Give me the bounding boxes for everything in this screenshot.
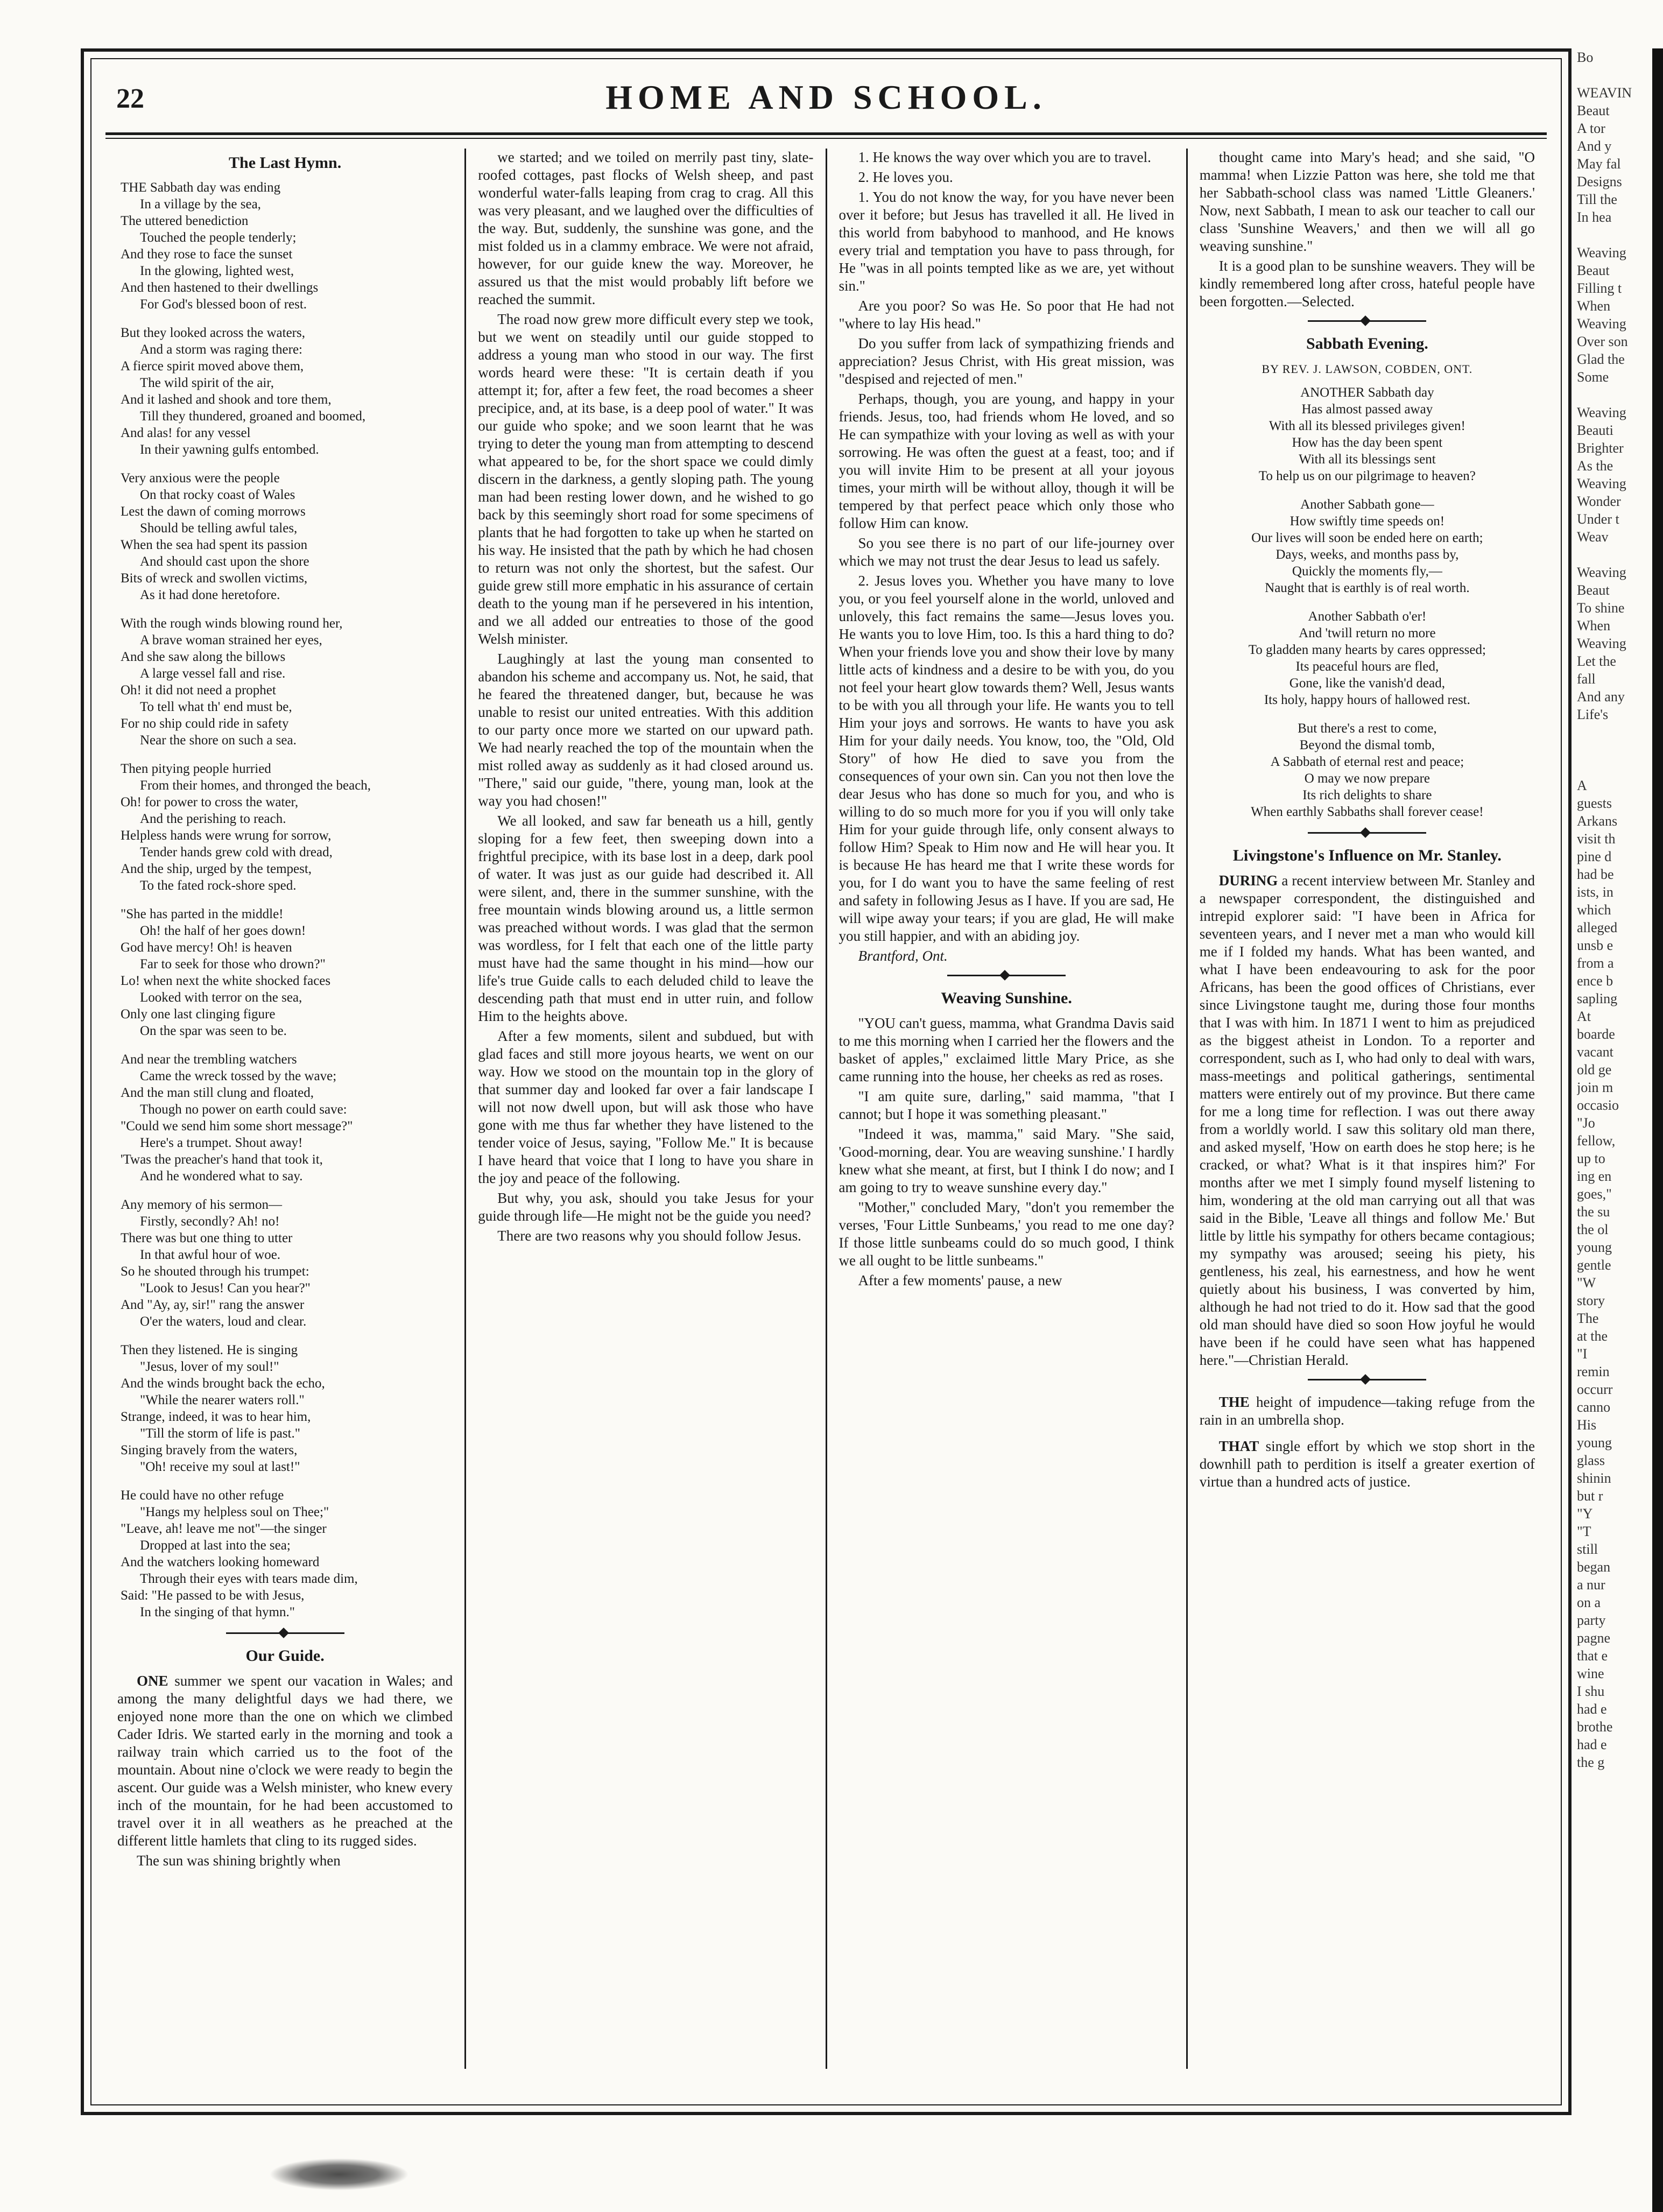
fragment-line: sapling: [1577, 991, 1618, 1006]
ink-smudge: [269, 2158, 409, 2190]
fragment-line: Weaving: [1577, 636, 1626, 651]
poem-line: To tell what th' end must be,: [140, 700, 292, 714]
fragment-line: When: [1577, 618, 1611, 633]
poem-line: And the ship, urged by the tempest,: [121, 862, 312, 876]
poem-line: "She has parted in the middle!: [121, 907, 284, 921]
lead-word: DURING: [1218, 872, 1278, 889]
fragment-line: Filling t: [1577, 280, 1622, 296]
paragraph: There are two reasons why you should follow Jesus.: [497, 1228, 801, 1244]
fragment-line: pagne: [1577, 1630, 1611, 1646]
poem-line: And she saw along the billows: [121, 650, 286, 664]
fragment-line: glass: [1577, 1453, 1605, 1468]
paragraph: After a few moments, silent and subdued, but with glad faces and still more joyous hearts, we went on our way. How we stood on the mountain top in the glory of that summer day and looked far over a fair landscape I will not now dwell upon, but will ask those who have gone with me thus far whether they have listened to the tender voice of Jesus, saying, "Follow Me." It is because I have heard that voice that I long to have you share in the joy and peace of the following.: [478, 1028, 814, 1186]
fragment-line: Beaut: [1577, 263, 1610, 278]
column-3: [826, 149, 1186, 2069]
poem-line: Oh! it did not need a prophet: [121, 683, 276, 698]
poem-line: To gladden many hearts by cares oppressed;: [1248, 643, 1486, 657]
fragment-line: Weaving: [1577, 316, 1626, 332]
stanza: [121, 760, 453, 894]
poem-line: Its peaceful hours are fled,: [1295, 659, 1439, 674]
filler-paragraph: [1200, 1438, 1535, 1491]
paragraph: "Indeed it was, mamma," said Mary. "She said, 'Good-morning, dear. You are weaving sunshine.' I hardly knew what she meant, at first, but I think I do now; and I am going to try to weave sunshine every day.": [838, 1126, 1174, 1195]
fragment-line: young: [1577, 1239, 1612, 1255]
fragment-line: Brighter: [1577, 440, 1624, 456]
article-livingstone: [1200, 872, 1535, 1369]
fragment-line: Some: [1577, 369, 1609, 385]
fragment-line: To shine: [1577, 600, 1625, 616]
fragment-line: began: [1577, 1559, 1611, 1575]
poem-line: "Could we send him some short message?": [121, 1119, 353, 1133]
fragment-line: Beauti: [1577, 422, 1613, 438]
section-divider: [1308, 1379, 1426, 1384]
poem-line: So he shouted through his trumpet:: [121, 1264, 309, 1279]
fragment-line: "Jo: [1577, 1115, 1595, 1131]
poem-line: And "Ay, ay, sir!" rang the answer: [121, 1298, 305, 1312]
article-signature: Brantford, Ont.: [858, 948, 948, 964]
poem-sabbath-evening: [1200, 384, 1535, 820]
poem-line: Days, weeks, and months pass by,: [1276, 547, 1459, 562]
fragment-line: Weaving: [1577, 565, 1626, 580]
poem-line: A large vessel fall and rise.: [140, 666, 286, 681]
poem-title: The Last Hymn.: [229, 154, 342, 172]
poem-line: "Hangs my helpless soul on Thee;": [140, 1505, 329, 1519]
poem-line: Another Sabbath gone—: [1300, 497, 1434, 512]
fragment-line: Let the: [1577, 653, 1616, 669]
poem-line: Singing bravely from the waters,: [121, 1443, 298, 1457]
newspaper-page: [81, 48, 1572, 2115]
stanza: [1200, 720, 1535, 820]
poem-line: Strange, indeed, it was to hear him,: [121, 1410, 311, 1424]
poem-line: Lest the dawn of coming morrows: [121, 504, 306, 519]
poem-line: And alas! for any vessel: [121, 426, 251, 440]
poem-line: Through their eyes with tears made dim,: [140, 1572, 358, 1586]
fragment-line: "W: [1577, 1275, 1596, 1291]
fragment-line: from a: [1577, 955, 1614, 971]
poem-line: Beyond the dismal tomb,: [1299, 738, 1435, 752]
fragment-line: the su: [1577, 1204, 1610, 1220]
fragment-line: story: [1577, 1293, 1605, 1308]
fragment-line: When: [1577, 298, 1611, 314]
poem-line: Its holy, happy hours of hallowed rest.: [1264, 693, 1470, 707]
fragment-line: At: [1577, 1009, 1591, 1024]
paragraph: Perhaps, though, you are young, and happy in your friends. Jesus, too, had friends whom He loved, and so He can sympathize with your loving as well as with your sorrowing. He was often the guest at a feast, too; and if you will invite Him to be present at all your joyous times, your mirth will be without alloy, though it will be tempered by that perfect peace which only those who follow Him can know.: [838, 391, 1174, 531]
column-2: [464, 149, 825, 2069]
poem-line: And the perishing to reach.: [140, 812, 286, 826]
fragment-line: Over son: [1577, 334, 1628, 349]
poem-line: Dropped at last into the sea;: [140, 1538, 291, 1553]
poem-line: Oh! the half of her goes down!: [140, 924, 306, 938]
lead-word: THAT: [1218, 1438, 1259, 1454]
poem-line: On that rocky coast of Wales: [140, 488, 295, 502]
section-divider: [947, 975, 1066, 980]
paragraph: [117, 1672, 453, 1850]
poem-line: 'Twas the preacher's hand that took it,: [121, 1152, 323, 1167]
fragment-line: Designs: [1577, 174, 1622, 189]
poem-byline: BY REV. J. LAWSON, COBDEN, ONT.: [1262, 362, 1473, 376]
fragment-line: [1577, 66, 1663, 84]
poem-line: Firstly, secondly? Ah! no!: [140, 1214, 280, 1229]
paragraph: The sun was shining brightly when: [137, 1852, 341, 1869]
fragment-line: a nur: [1577, 1577, 1605, 1593]
fragment-line: the ol: [1577, 1222, 1609, 1237]
paragraph-text: height of impudence—taking refuge from the rain in an umbrella shop.: [1199, 1394, 1535, 1428]
lead-word: ONE: [137, 1673, 168, 1689]
poem-line: And the winds brought back the echo,: [121, 1376, 325, 1391]
article-weaving-sunshine-part1: [839, 1015, 1174, 1290]
paragraph: 1. You do not know the way, for you have never been over it before; but Jesus has travelled it all. He lived in this world from babyhood to manhood, and He knows every trial and temptation you have to pass through, for He "was in all points tempted like as we are, yet without sin.": [838, 189, 1174, 294]
fragment-line: remin: [1577, 1364, 1610, 1379]
poem-line: Quickly the moments fly,—: [1292, 564, 1442, 579]
fragment-line: "I: [1577, 1346, 1588, 1362]
paragraph: Do you suffer from lack of sympathizing friends and appreciation? Jesus Christ, with His great mission, was "despised and rejected of men.": [838, 335, 1174, 387]
fragment-line: Beaut: [1577, 103, 1610, 118]
page-header: [105, 73, 1547, 132]
poem-line: Another Sabbath o'er!: [1308, 609, 1427, 624]
poem-line: Very anxious were the people: [121, 471, 280, 485]
poem-line: Has almost passed away: [1301, 402, 1433, 417]
poem-line: When the sea had spent its passion: [121, 538, 308, 552]
paragraph: We all looked, and saw far beneath us a hill, gently sloping for a few feet, then sweeping down into a frightful precipice, with its base lost in a deep, dark pool of water. It was just as our guide had described it. All were silent, and, there in the summer sunshine, with the free mountain winds blowing around us, a little sermon was preached without words. I was glad that the sermon was wordless, for I felt that each one of the little party must have had the same thought in his mind—how our life's true Guide calls to each deluded child to leave the descending path that must end in utter ruin, and follow Him to the heights above.: [478, 813, 814, 1024]
poem-line: Near the shore on such a sea.: [140, 733, 297, 748]
fragment-line: Under t: [1577, 511, 1619, 527]
fragment-line: join m: [1577, 1080, 1613, 1095]
stanza: [121, 1051, 453, 1185]
poem-line: And the man still clung and floated,: [121, 1086, 314, 1100]
stanza: [121, 325, 453, 458]
page-edge-bar: [1652, 48, 1663, 2212]
fragment-line: on a: [1577, 1595, 1601, 1610]
lead-word: THE: [1218, 1394, 1250, 1410]
poem-line: ANOTHER Sabbath day: [1300, 385, 1434, 400]
poem-last-hymn: [117, 179, 453, 1621]
poem-line: With the rough winds blowing round her,: [121, 616, 343, 631]
article-title-our-guide: Our Guide.: [245, 1647, 325, 1665]
paragraph: thought came into Mary's head; and she said, "O mamma! when Lizzie Patton was here, she told me that her Sabbath-school class was named 'Little Gleaners.' Now, next Sabbath, I mean to ask our teacher to call our class 'Sunshine Weavers,' and then we will all go weaving sunshine.": [1199, 149, 1535, 254]
fragment-line: As the: [1577, 458, 1613, 474]
paragraph: "YOU can't guess, mamma, what Grandma Davis said to me this morning when I carried her the flowers and the basket of apples," exclaimed little Mary Price, as she came running into the house, her cheeks as red as roses.: [838, 1015, 1174, 1084]
poem-line: "Jesus, lover of my soul!": [140, 1359, 279, 1374]
fragment-line: pine d: [1577, 849, 1612, 864]
poem-line: And it lashed and shook and tore them,: [121, 392, 332, 407]
filler-items: [1200, 1393, 1535, 1491]
fragment-line: brothe: [1577, 1719, 1613, 1735]
section-divider: [1308, 320, 1426, 325]
fragment-line: Weaving: [1577, 405, 1626, 420]
paragraph: 2. Jesus loves you. Whether you have many to love you, or you feel yourself alone in the world, unloved and unlovely, this fact remains the same—Jesus loves you. He wants you to love Him, too. Is this a hard thing to do? When your friends love you and show their love by many little acts of kindness and a desire to be with you, do you not feel your heart glow towards them? Well, Jesus wants to be with you all through your life. He wants you to tell Him your joys and sorrows. He wants to have you ask Him for your daily needs. You know, too, the "Old, Old Story" of how He died to save you from the consequences of your own sin. Can you not then love the dear Jesus who has done so much for you, and who is willing to do so much more for you if you will only take Him for your guide through life, only consent always to follow Him? Speak to Him now and He will hear you. It is because He has heard me that I write these words for you, for I do want you to have the same feeling of rest and safety in following Jesus as I have. If you are sad, He will wipe away your tears; if you are glad, He will make you still happier, and with an abiding joy.: [838, 573, 1174, 944]
poem-line: Bits of wreck and swollen victims,: [121, 571, 308, 586]
poem-line: A brave woman strained her eyes,: [140, 633, 322, 647]
poem-line: O'er the waters, loud and clear.: [140, 1314, 307, 1329]
column-4: [1186, 149, 1547, 2069]
fragment-line: [1577, 386, 1663, 404]
section-divider: [1308, 832, 1426, 837]
poem-line: For no ship could ride in safety: [121, 716, 289, 731]
poem-line: The uttered benediction: [121, 214, 249, 228]
poem-line: He could have no other refuge: [121, 1488, 284, 1503]
poem-line: And they rose to face the sunset: [121, 247, 293, 262]
poem-line: When earthly Sabbaths shall forever cease!: [1251, 805, 1484, 819]
fragment-line: had e: [1577, 1737, 1607, 1752]
fragment-line: And any: [1577, 689, 1625, 705]
fragment-line: old ge: [1577, 1062, 1612, 1077]
poem-line: And should cast upon the shore: [140, 554, 309, 569]
fragment-line: Weaving: [1577, 476, 1626, 491]
fragment-line: canno: [1577, 1399, 1611, 1415]
poem-line: As it had done heretofore.: [140, 588, 280, 602]
article-our-guide-part1: [117, 1672, 453, 1870]
paragraph: So you see there is no part of our life-journey over which we may not trust the dear Jesus to lead us safely.: [838, 535, 1174, 569]
fragment-line: Bo: [1577, 50, 1594, 65]
fragment-line: Wonder: [1577, 494, 1621, 509]
fragment-line: In hea: [1577, 209, 1612, 225]
poem-line: Came the wreck tossed by the wave;: [140, 1069, 337, 1083]
poem-line: There was but one thing to utter: [121, 1231, 293, 1245]
fragment-line: Glad the: [1577, 351, 1625, 367]
fragment-line: at the: [1577, 1328, 1608, 1344]
poem-line: How has the day been spent: [1292, 435, 1443, 450]
fragment-line: unsb e: [1577, 938, 1613, 953]
fragment-line: [1577, 759, 1663, 777]
paragraph: After a few moments' pause, a new: [858, 1272, 1062, 1288]
fragment-line: ence b: [1577, 973, 1613, 989]
poem-line: Then pitying people hurried: [121, 762, 271, 776]
article-title-weaving-sunshine: Weaving Sunshine.: [941, 989, 1072, 1007]
poem-line: Said: "He passed to be with Jesus,: [121, 1588, 305, 1603]
fragment-line: [1577, 546, 1663, 563]
poem-line: And near the trembling watchers: [121, 1052, 297, 1067]
poem-line: In a village by the sea,: [140, 197, 261, 212]
poem-line: And the watchers looking homeward: [121, 1555, 320, 1569]
poem-line: Though no power on earth could save:: [140, 1102, 347, 1117]
poem-line: "Look to Jesus! Can you hear?": [140, 1281, 311, 1295]
fragment-line: occurr: [1577, 1382, 1613, 1397]
poem-line: O may we now prepare: [1304, 771, 1430, 786]
poem-line: For God's blessed boon of rest.: [140, 297, 307, 312]
fragment-line: gentle: [1577, 1257, 1611, 1273]
poem-line: Lo! when next the white shocked faces: [121, 974, 331, 988]
poem-line: "While the nearer waters roll.": [140, 1393, 305, 1407]
fragment-line: fellow,: [1577, 1133, 1616, 1149]
stanza: [121, 1487, 453, 1621]
fragment-line: alleged: [1577, 920, 1618, 935]
masthead-title: HOME AND SCHOOL.: [605, 78, 1047, 116]
paragraph: "Mother," concluded Mary, "don't you remember the verses, 'Four Little Sunbeams,' you read to me one day? If those little sunbeams could do so much good, I think we all ought to be little sunbeams.": [838, 1199, 1174, 1269]
article-title-livingstone: Livingstone's Influence on Mr. Stanley.: [1232, 847, 1502, 864]
fragment-line: His: [1577, 1417, 1597, 1433]
poem-line: Only one last clinging figure: [121, 1007, 276, 1022]
poem-line: Helpless hands were wrung for sorrow,: [121, 828, 332, 843]
poem-line: With all its blessings sent: [1299, 452, 1436, 467]
poem-line: Tender hands grew cold with dread,: [140, 845, 333, 860]
fragment-line: guests: [1577, 795, 1612, 811]
poem-line: How swiftly time speeds on!: [1289, 514, 1445, 529]
fragment-line: the g: [1577, 1755, 1605, 1770]
fragment-line: had e: [1577, 1701, 1607, 1717]
poem-line: "Leave, ah! leave me not"—the singer: [121, 1521, 327, 1536]
paragraph: It is a good plan to be sunshine weavers. They will be kindly remembered long after cross, hateful people have been forgotten.—Selected.: [1199, 258, 1535, 309]
fragment-line: Life's: [1577, 707, 1609, 722]
poem-line: Any memory of his sermon—: [121, 1197, 282, 1212]
paragraph-text: summer we spent our vacation in Wales; and among the many delightful days we had there, we enjoyed none more than the one on which we climbed Cader Idris. We started early in the morning and took a railway train which carried us to the foot of the mountain. About nine o'clock we were ready to begin the ascent. Our guide was a Welsh minister, who knew every inch of the mountain, for he had been accustomed to travel over it in all weathers as he preached at the different little hamlets that cling to its rugged sides.: [117, 1673, 453, 1849]
page-number: 22: [116, 83, 144, 114]
poem-line: To the fated rock-shore sped.: [140, 878, 297, 893]
fragment-line: WEAVIN: [1577, 85, 1632, 101]
poem-line: On the spar was seen to be.: [140, 1024, 287, 1038]
poem-line: The wild spirit of the air,: [140, 376, 274, 390]
poem-line: In the singing of that hymn.": [140, 1605, 295, 1619]
fragment-line: party: [1577, 1612, 1606, 1628]
article-our-guide-part3: [839, 149, 1174, 945]
paragraph: The road now grew more difficult every step we took, but we went on steadily until our guide stopped to address a young man who stood in our way. The first words heard were these: "It is certain death if you attempt it; for, after a few feet, the road becomes a sheer precipice, and, at its base, is a deep pool of water." It was our guide who spoke; and we soon learnt that he was trying to deter the young man from attempting to descend what appeared to be, for the short space we could dimly discern in the darkness, a gently sloping path. The young man had been resting lower down, and he wished to go back by this seemingly short road for some specimens of plants that he had forgotten to take up when he started on his way. He insisted that the path by which he had chosen to return was not only the shortest, but the safest. Our guide grew still more emphatic in his assurance of certain death to the young man if he persevered in his intention, and we all added our entreaties to those of the good Welsh minister.: [478, 311, 814, 647]
fragment-line: up to: [1577, 1151, 1605, 1166]
header-rule-thin: [105, 138, 1547, 139]
poem-line: In that awful hour of woe.: [140, 1248, 281, 1262]
poem-line: Looked with terror on the sea,: [140, 990, 302, 1005]
fragment-line: Weaving: [1577, 245, 1626, 260]
fragment-line: I shu: [1577, 1683, 1605, 1699]
fragment-line: vacant: [1577, 1044, 1613, 1060]
paragraph: "I am quite sure, darling," said mamma, "that I cannot; but I hope it was something pleasant.": [838, 1088, 1174, 1122]
poem-line: A fierce spirit moved above them,: [121, 359, 304, 374]
poem-line: To help us on our pilgrimage to heaven?: [1258, 469, 1476, 483]
fragment-line: goes,": [1577, 1186, 1612, 1202]
poem-line: THE Sabbath day was ending: [121, 180, 281, 195]
stanza: [121, 1196, 453, 1330]
paragraph: But why, you ask, should you take Jesus for your guide through life—He might not be the guide you need?: [478, 1190, 814, 1224]
stanza: [1200, 608, 1535, 708]
fragment-line: boarde: [1577, 1026, 1615, 1042]
poem-line: Our lives will soon be ended here on earth;: [1251, 531, 1483, 545]
poem-line: Should be telling awful tales,: [140, 521, 298, 536]
fragment-line: "Y: [1577, 1506, 1593, 1521]
poem-line: In their yawning gulfs entombed.: [140, 442, 319, 457]
fragment-line: occasio: [1577, 1097, 1619, 1113]
adjacent-page-fragment: [1577, 48, 1663, 2212]
fragment-line: Till the: [1577, 192, 1617, 207]
paragraph-text: single effort by which we stop short in the downhill path to perdition is itself a greater exertion of virtue than a hundred acts of justice.: [1199, 1438, 1535, 1490]
paragraph: 2. He loves you.: [858, 169, 953, 185]
stanza: [121, 470, 453, 603]
fragment-line: shinin: [1577, 1470, 1611, 1486]
filler-paragraph: [1200, 1393, 1535, 1429]
fragment-line: had be: [1577, 867, 1614, 882]
fragment-line: A: [1577, 778, 1587, 793]
poem-line: "Till the storm of life is past.": [140, 1426, 300, 1441]
stanza: [1200, 496, 1535, 596]
fragment-line: [1577, 723, 1663, 741]
poem-line: And a storm was raging there:: [140, 342, 303, 357]
section-divider: [226, 1632, 344, 1637]
fragment-line: visit th: [1577, 831, 1616, 847]
poem-line: Till they thundered, groaned and boomed,: [140, 409, 366, 424]
article-weaving-sunshine-part2: [1200, 149, 1535, 311]
poem-line: Gone, like the vanish'd dead,: [1289, 676, 1445, 691]
fragment-line: young: [1577, 1435, 1612, 1450]
poem-line: God have mercy! Oh! is heaven: [121, 940, 292, 955]
fragment-line: wine: [1577, 1666, 1604, 1681]
poem-line: But they looked across the waters,: [121, 326, 305, 340]
fragment-line: ing en: [1577, 1168, 1612, 1184]
fragment-line: Arkans: [1577, 813, 1618, 829]
fragment-line: ists, in: [1577, 884, 1613, 900]
fragment-line: Beaut: [1577, 582, 1610, 598]
fragment-line: but r: [1577, 1488, 1603, 1504]
article-our-guide-part2: [478, 149, 813, 1245]
poem-line: Far to seek for those who drown?": [140, 957, 326, 971]
fragment-line: Weav: [1577, 529, 1609, 545]
poem-line: Oh! for power to cross the water,: [121, 795, 299, 809]
fragment-line: May fal: [1577, 156, 1621, 172]
paragraph: [1200, 872, 1535, 1369]
columns: [105, 149, 1547, 2069]
fragment-line: which: [1577, 902, 1611, 918]
column-1: [105, 149, 464, 2069]
stanza: [121, 179, 453, 313]
stanza: [121, 1342, 453, 1475]
poem-line: Its rich delights to share: [1302, 788, 1432, 802]
poem-line: "Oh! receive my soul at last!": [140, 1460, 300, 1474]
poem-line: Then they listened. He is singing: [121, 1343, 298, 1357]
fragment-line: A tor: [1577, 121, 1605, 136]
paragraph: Are you poor? So was He. So poor that He had not "where to lay His head.": [838, 298, 1174, 332]
fragment-line: And y: [1577, 138, 1612, 154]
paragraph: Laughingly at last the young man consented to abandon his scheme and accompany us. Not, he said, that he feared the threatened danger, but, because he was unable to resist our united entreaties. With this addition to our party once more we started on our upward path. We had nearly reached the top of the mountain when the mist rolled away as suddenly as it had closed around us. "There," said our guide, "there, young man, look at the way you had chosen!": [478, 651, 814, 809]
poem-line: And then hastened to their dwellings: [121, 280, 319, 295]
poem-line: Here's a trumpet. Shout away!: [140, 1136, 303, 1150]
paragraph-text: a recent interview between Mr. Stanley and a newspaper correspondent, the distinguished and intrepid explorer said: "I have been in Africa for seventeen years, and I never met a man who would kill me if I folded my hands. What has been wanted, and what I have been endeavouring to ask for the poor Africans, has been the good offices of Christians, ever since Livingstone taught me, during those four months that I was with him. In 1871 I went to him as prejudiced as the biggest atheist in London. To a reporter and correspondent, such as I, who had only to deal with wars, mass-meetings and political gatherings, sentimental matters were entirely out of my province. But there came for me a long time for reflection. I was out there away from a worldly world. I saw this solitary old man there, and asked myself, 'How on earth does he stop here; is he cracked, or what? What is it that inspires him?' For months after we met I simply found myself listening to him, wondering at the old man carrying out all that was said in the Bible, 'Leave all things and follow Me.' But little by little his sympathy for others became contagious; my sympathy was aroused; seeing his piety, his gentleness, his zeal, his earnestness, and how he went quietly about his business, I was converted by him, although he had not tried to do it. How sad that the good old man should have died so soon How joyful he would have been if he could have seen what has happened here."—Christian Herald.: [1199, 872, 1535, 1368]
fragment-line: [1577, 226, 1663, 244]
poem-line: But there's a rest to come,: [1298, 721, 1437, 736]
fragment-line: fall: [1577, 671, 1596, 687]
poem-line: From their homes, and thronged the beach,: [140, 778, 371, 793]
poem-line: With all its blessed privileges given!: [1269, 419, 1465, 433]
fragment-line: "T: [1577, 1524, 1591, 1539]
poem-line: Touched the people tenderly;: [140, 230, 297, 245]
paragraph: 1. He knows the way over which you are to travel.: [858, 149, 1151, 165]
paragraph: we started; and we toiled on merrily past tiny, slate-roofed cottages, past flocks of Welsh sheep, and past wonderful water-falls leaping from crag to crag. All this was very pleasant, and we laughed over the difficulties of the way. But, suddenly, the sunshine was gone, and the mist folded us in a clammy embrace. We were not afraid, however, for our guide knew the way. Moreover, he assured us that the mist would probably lift before we reached the summit.: [478, 149, 814, 307]
stanza: [1200, 384, 1535, 484]
poem-line: In the glowing, lighted west,: [140, 264, 294, 278]
poem-line: And he wondered what to say.: [140, 1169, 303, 1184]
fragment-line: [1577, 741, 1663, 759]
fragment-line: The: [1577, 1311, 1599, 1326]
poem-line: And 'twill return no more: [1299, 626, 1436, 640]
fragment-line: still: [1577, 1541, 1598, 1557]
poem-line: Naught that is earthly is of real worth.: [1265, 581, 1470, 595]
poem-line: A Sabbath of eternal rest and peace;: [1270, 755, 1464, 769]
header-rule: [105, 132, 1547, 135]
fragment-line: that e: [1577, 1648, 1608, 1664]
poem-title-sabbath-evening: Sabbath Evening.: [1306, 335, 1428, 353]
stanza: [121, 906, 453, 1039]
stanza: [121, 615, 453, 749]
